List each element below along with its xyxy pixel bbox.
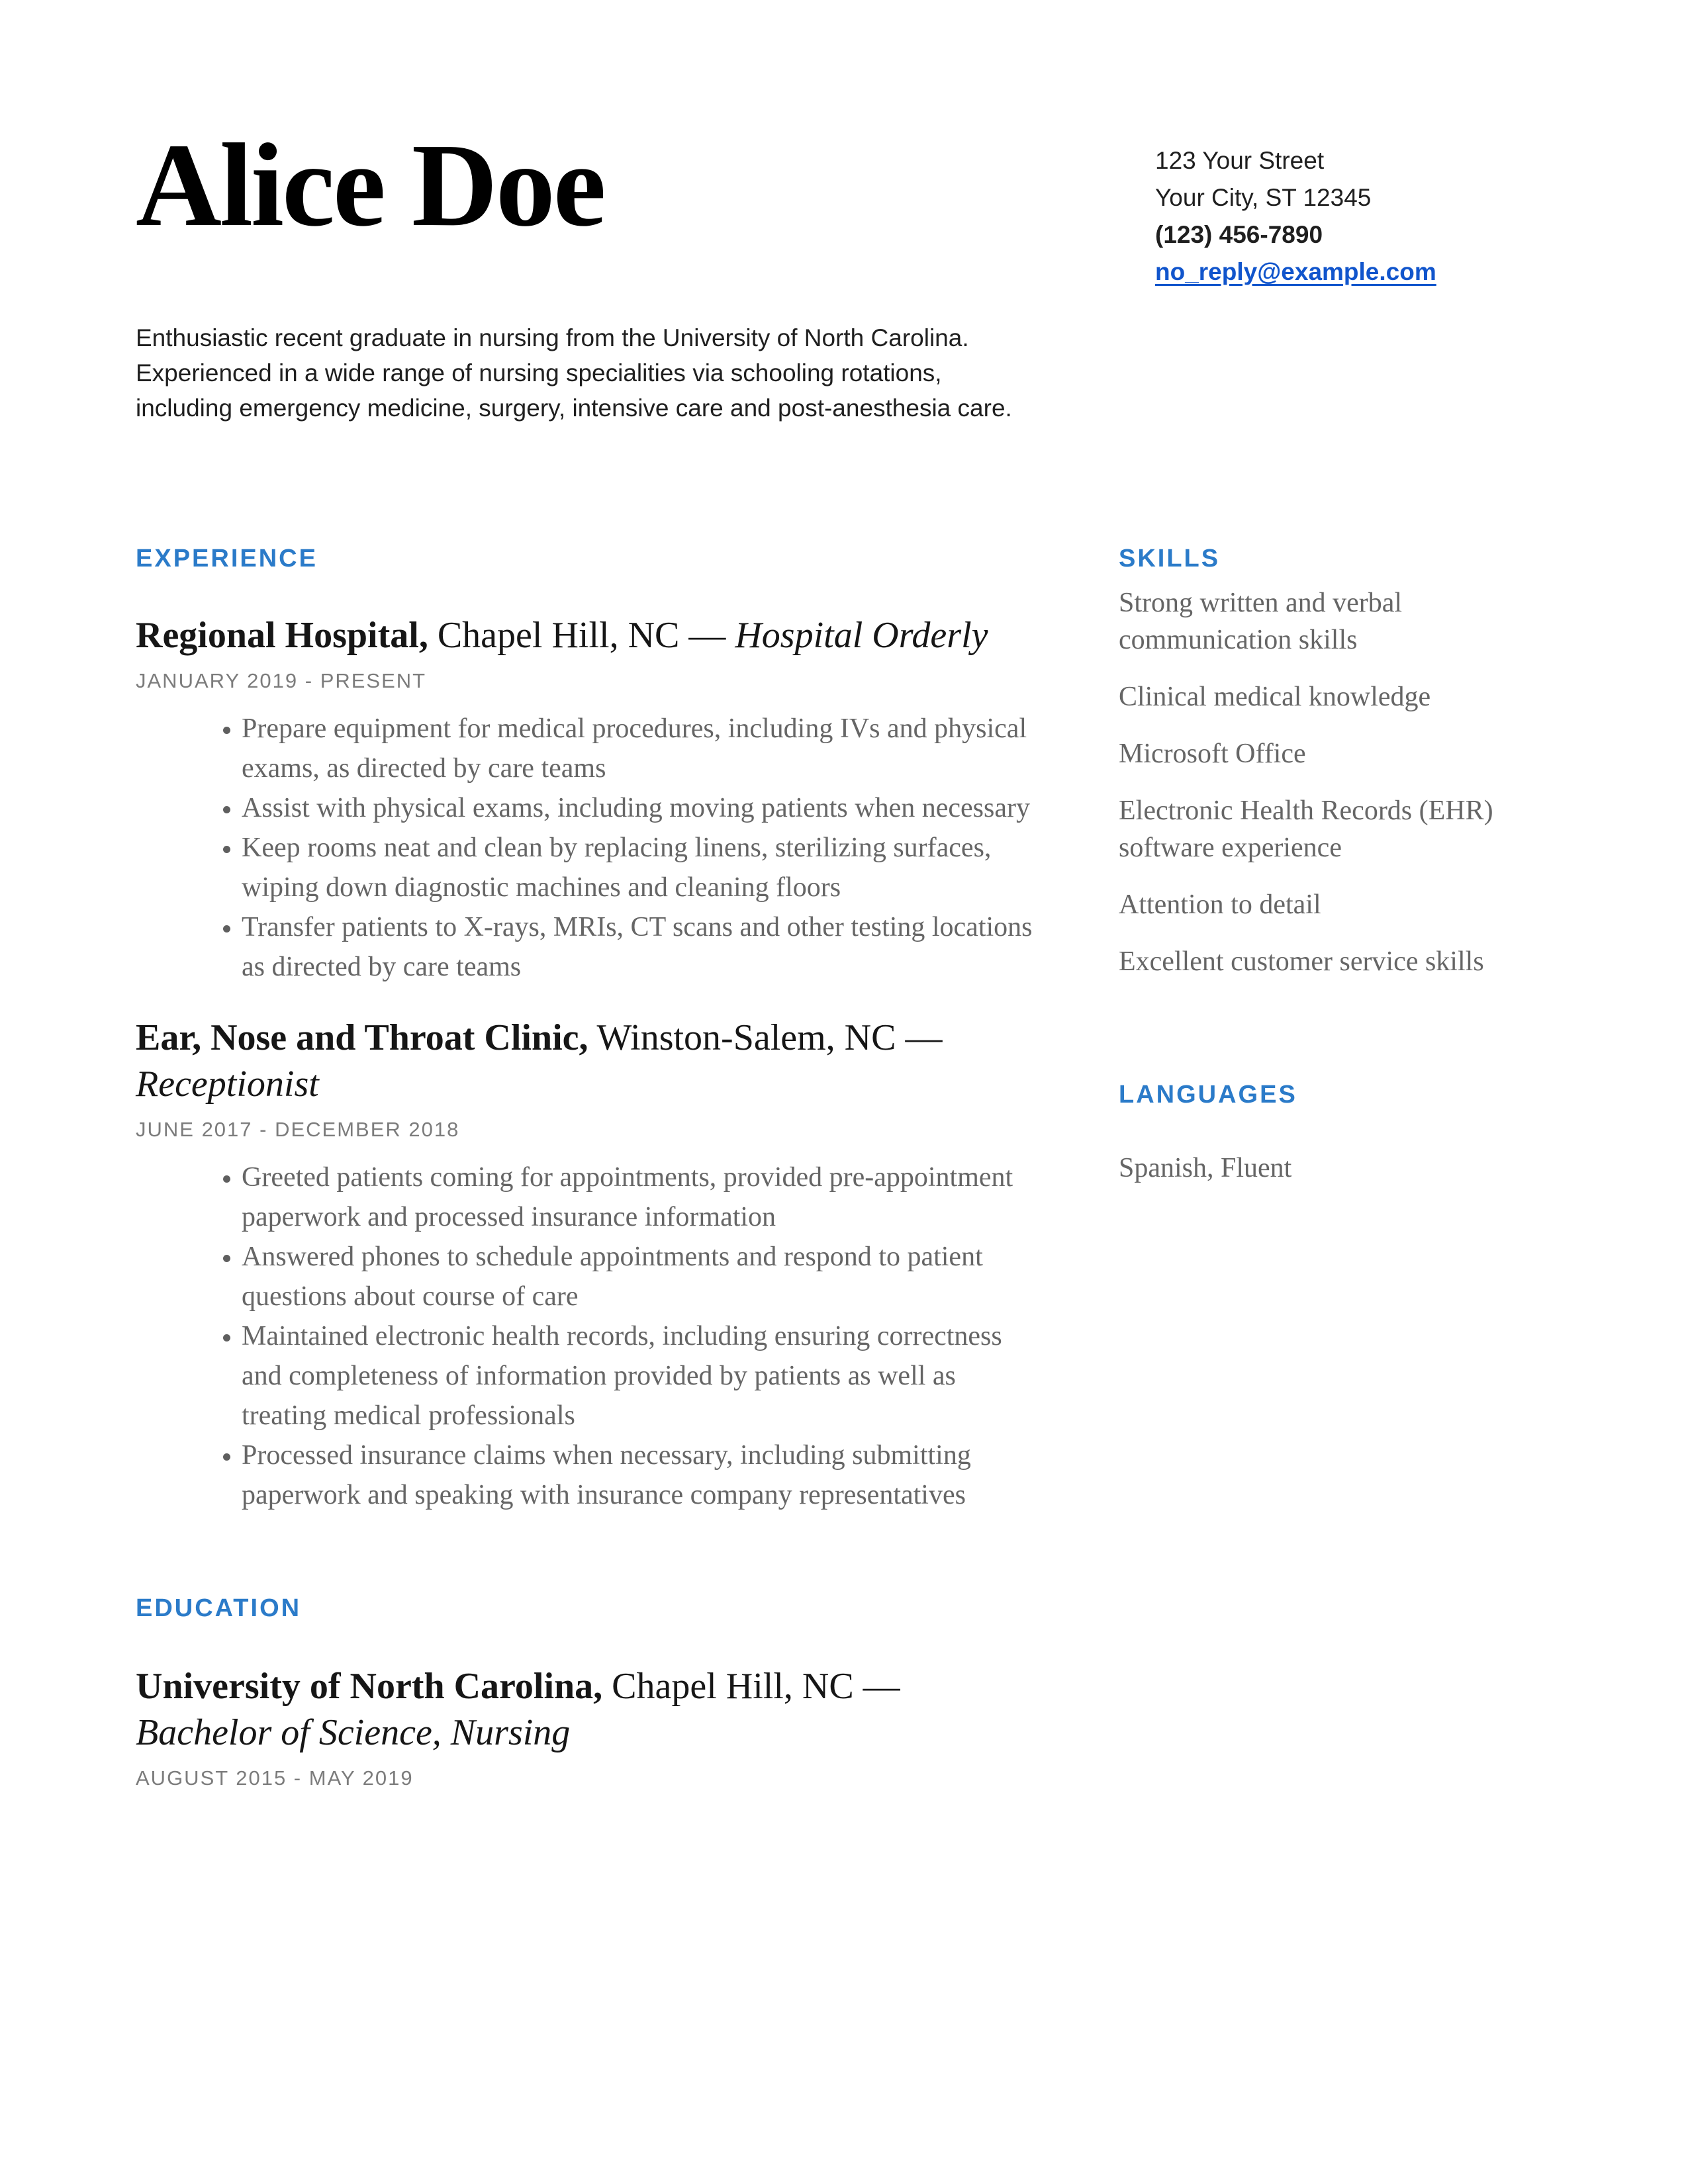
job-role: Receptionist [136,1064,319,1105]
bullet-item: • Keep rooms neat and clean by replacing linens, sterilizing surfaces, wiping down diagnostic machines and cleaning floors [242,828,1039,907]
bullet-item: • Processed insurance claims when necessary, including submitting paperwork and speaking with insurance company representatives [242,1435,1039,1515]
languages-section [1119,1079,1516,1187]
degree: Bachelor of Science, Nursing [136,1712,571,1753]
bullet-list [136,1158,1039,1515]
job-dates: JANUARY 2019 - PRESENT [136,669,427,692]
bullet-list [136,709,1039,987]
job-dates: JUNE 2017 - DECEMBER 2018 [136,1118,460,1141]
skill-item: Strong written and verbal communication skills [1119,588,1403,655]
bullet-item: • Prepare equipment for medical procedures, including IVs and physical exams, as directed by care teams [242,709,1039,788]
contact-phone: (123) 456-7890 [1155,221,1323,248]
job-location: Chapel Hill, NC — [428,615,735,656]
school-name: University of North Carolina, [136,1666,603,1707]
email-link[interactable]: no_reply@example.com [1155,258,1436,285]
section-label-education: EDUCATION [136,1594,302,1622]
job-entry-regional-hospital [136,612,1039,987]
bullet-item: • Answered phones to schedule appointments and respond to patient questions about course of care [242,1237,1039,1316]
bullet-item: • Transfer patients to X-rays, MRIs, CT scans and other testing locations as directed by care teams [242,907,1039,987]
header [136,119,1552,291]
education-section [136,1593,1039,1792]
job-role: Hospital Orderly [735,615,988,656]
skill-item: Microsoft Office [1119,739,1306,769]
education-heading [136,1663,1039,1756]
section-label-experience: EXPERIENCE [136,545,318,572]
job-location: Winston-Salem, NC — [588,1017,943,1058]
skill-item: Attention to detail [1119,889,1321,920]
left-column [136,543,1039,1792]
language-item: Spanish, Fluent [1119,1153,1292,1183]
contact-address-line2: Your City, ST 12345 [1155,184,1372,211]
job-heading [136,1015,1039,1107]
body-columns [136,543,1552,1792]
contact-block [1155,142,1552,291]
candidate-name: Alice Doe [136,119,604,251]
contact-address-line1: 123 Your Street [1155,147,1325,174]
education-dates: AUGUST 2015 - MAY 2019 [136,1766,414,1790]
column-gap [1039,543,1119,1792]
job-entry-ent-clinic [136,1015,1039,1515]
contact-email [1155,253,1552,291]
skills-list [1119,584,1516,980]
bullet-item: • Greeted patients coming for appointments, provided pre-appointment paperwork and processed insurance information [242,1158,1039,1237]
education-entry [136,1663,1039,1792]
skill-item: Excellent customer service skills [1119,946,1484,977]
bullet-item: • Maintained electronic health records, including ensuring correctness and completeness of information provided by patients as well as treating medical professionals [242,1316,1039,1435]
company-name: Regional Hospital, [136,615,428,656]
skill-item: Clinical medical knowledge [1119,682,1431,712]
bullet-item: • Assist with physical exams, including moving patients when necessary [242,788,1039,828]
section-label-languages: LANGUAGES [1119,1081,1297,1109]
right-column [1119,543,1516,1792]
section-label-skills: SKILLS [1119,545,1221,572]
profile-summary: Enthusiastic recent graduate in nursing from the University of North Carolina. Experienced in a wide range of nursing specialities via schooling rotations, including emergency medicine, surgery, intensive care and post-anesthesia care. [136,324,1012,422]
education-location: Chapel Hill, NC — [602,1666,900,1707]
skill-item: Electronic Health Records (EHR) software experience [1119,796,1493,863]
company-name: Ear, Nose and Throat Clinic, [136,1017,588,1058]
job-heading [136,612,1039,659]
